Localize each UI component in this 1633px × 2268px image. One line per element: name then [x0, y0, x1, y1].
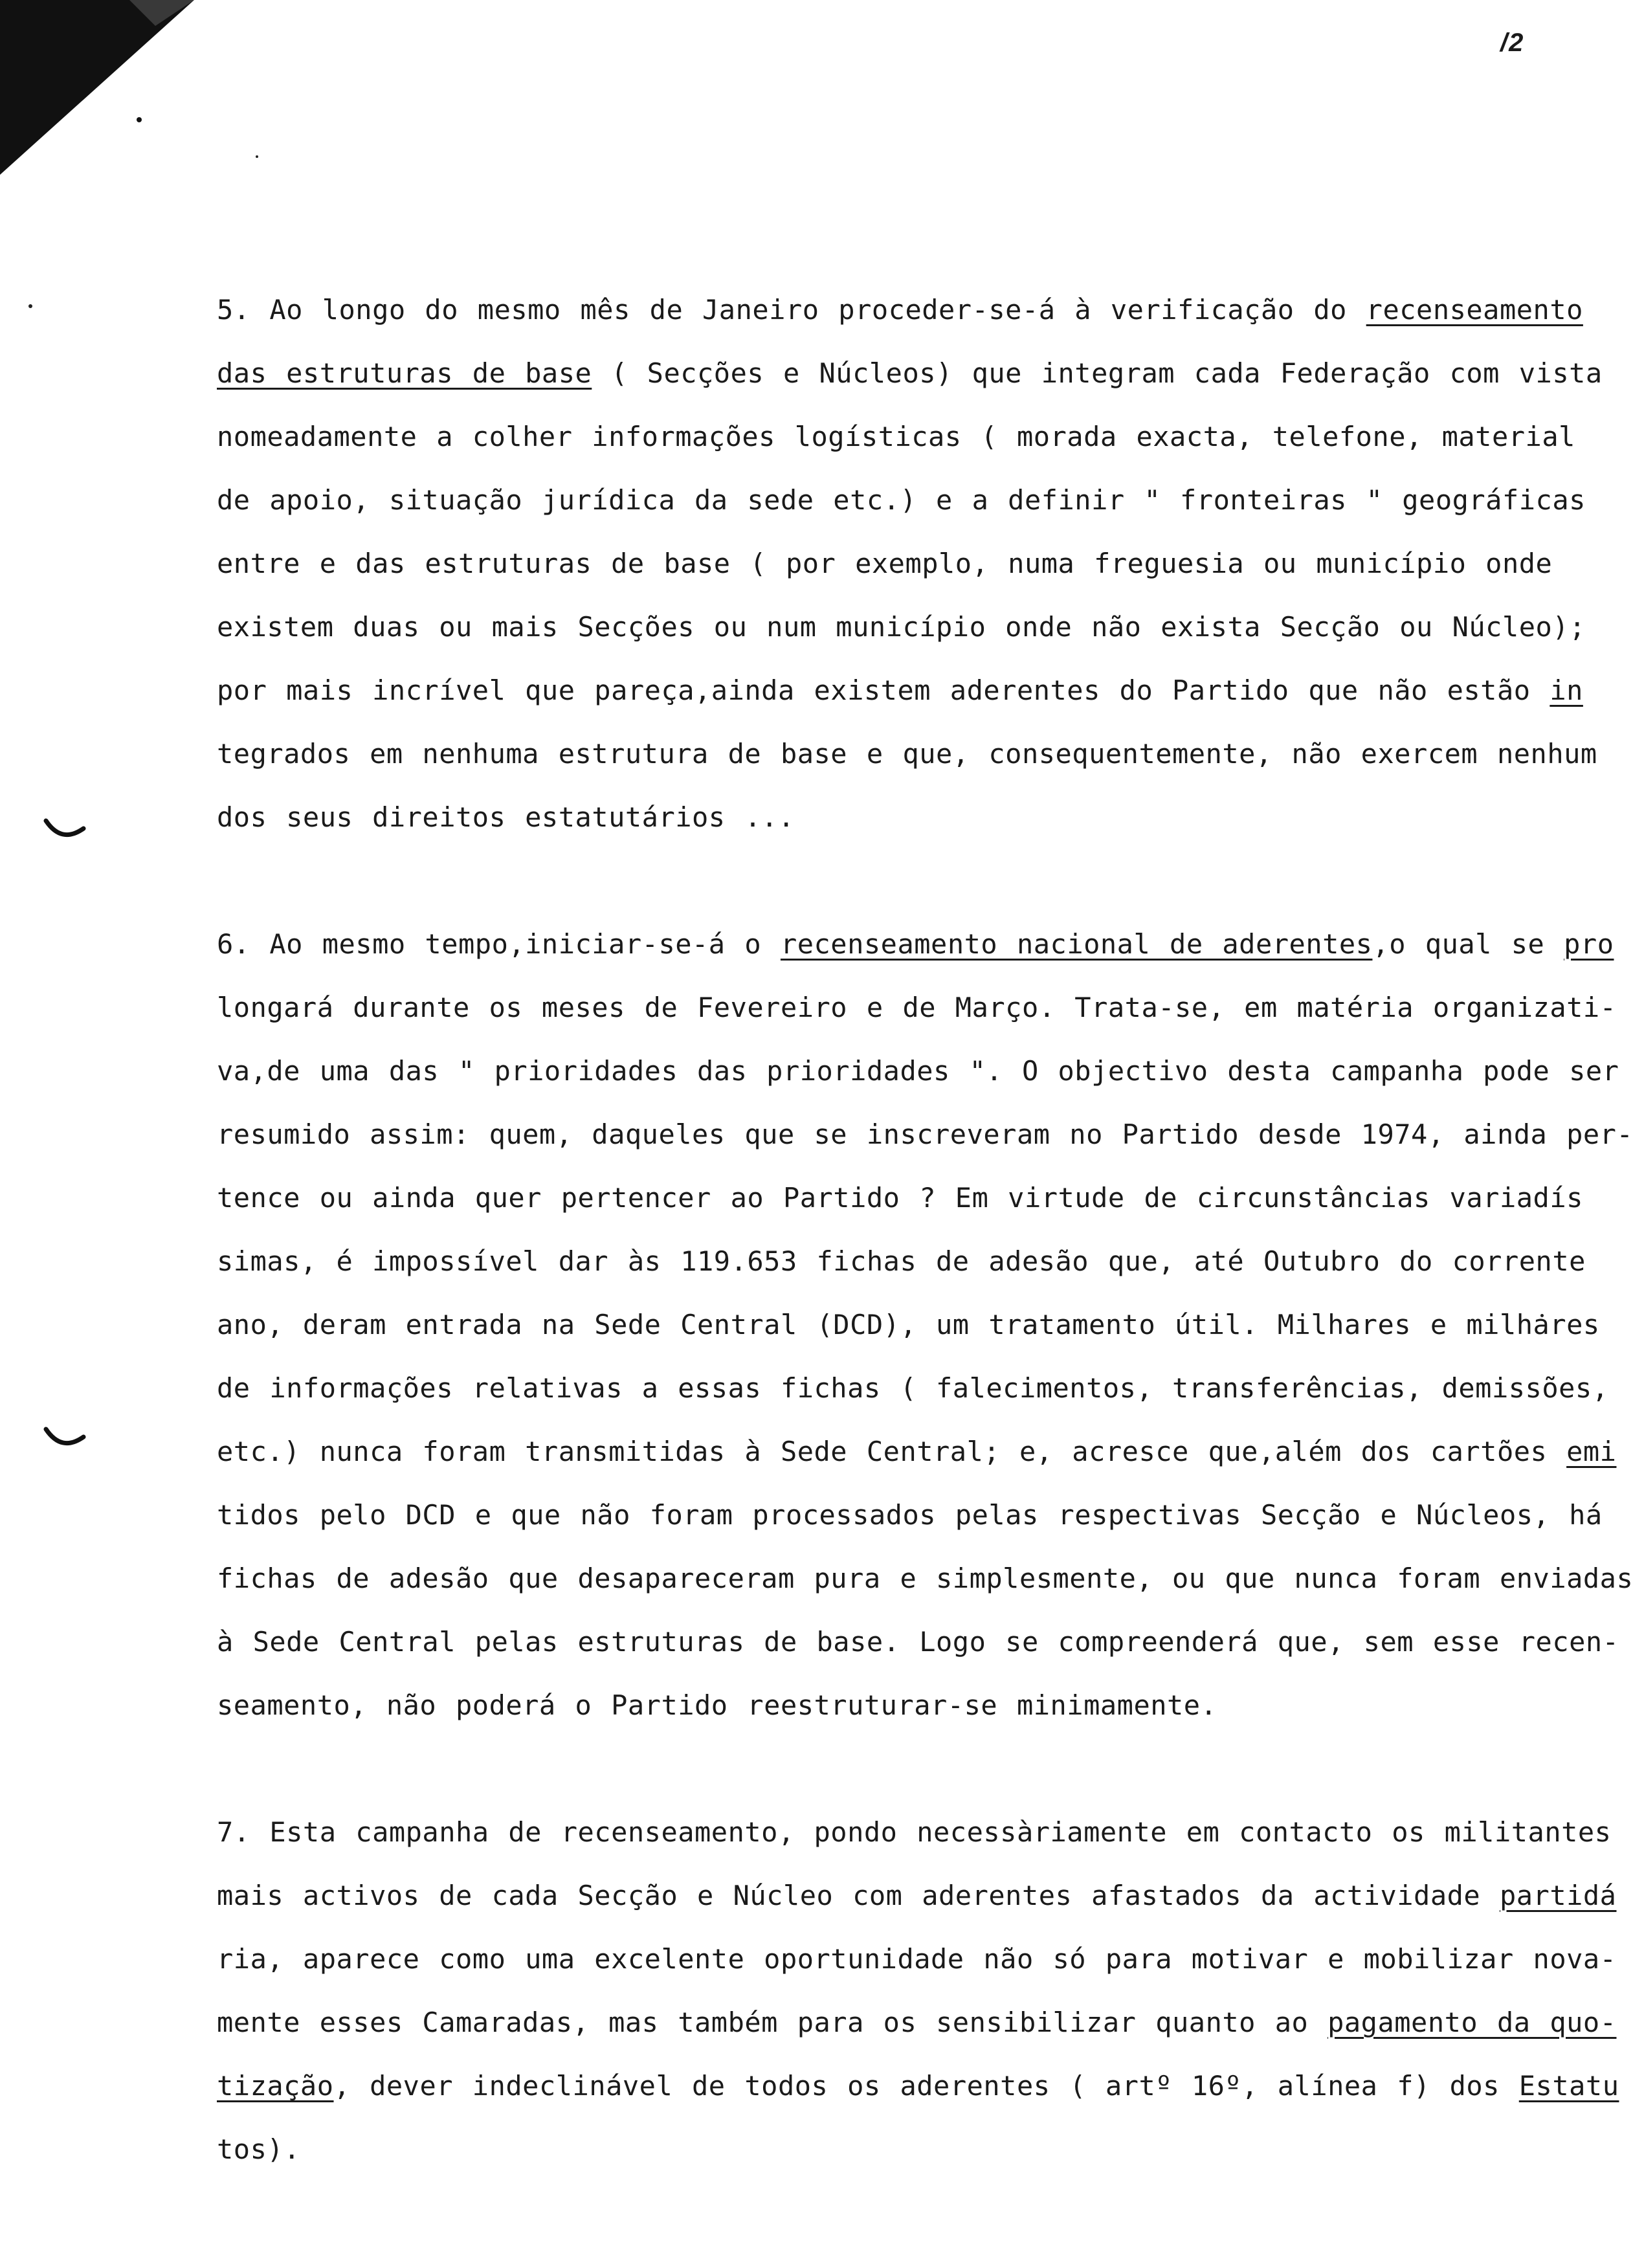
text-segment: longará durante os meses de Fevereiro e de Março. Trata-se, em matéria organizati-: [217, 992, 1617, 1023]
text-line: [217, 1166, 1583, 1230]
text-segment: de informações relativas a essas fichas ( falecimentos, transferências, demissões,: [217, 1372, 1609, 1404]
underlined-text: tização: [217, 2070, 334, 2102]
text-line: [217, 532, 1553, 595]
text-line: [217, 976, 1617, 1040]
text-segment: etc.) nunca foram transmitidas à Sede Central; e, acresce que,além dos cartões: [217, 1436, 1567, 1467]
paragraph: [217, 1801, 1619, 2181]
document-body: [217, 278, 1633, 2245]
text-segment: seamento, não poderá o Partido reestruturar-se minimamente.: [217, 1689, 1217, 1721]
text-line: [217, 1547, 1633, 1610]
text-segment: fichas de adesão que desapareceram pura e simplesmente, ou que nunca foram enviadas: [217, 1562, 1633, 1594]
text-segment: tidos pelo DCD e que não foram processados pelas respectivas Secção e Núcleos, há: [217, 1499, 1603, 1531]
stray-dot: [256, 155, 258, 158]
underlined-text: Estatu: [1518, 2070, 1619, 2102]
text-line: [217, 405, 1575, 469]
underlined-text: recenseamento nacional de aderentes: [780, 928, 1373, 960]
text-segment: 5. Ao longo do mesmo mês de Janeiro proceder-se-á à verificação do: [217, 294, 1366, 326]
text-line: [217, 1420, 1617, 1484]
text-segment: ano, deram entrada na Sede Central (DCD), um tratamento útil. Milhares e milhares: [217, 1309, 1600, 1340]
underlined-text: pro: [1564, 928, 1614, 960]
text-segment: ria, aparece como uma excelente oportunidade não só para motivar e mobilizar nova-: [217, 1943, 1617, 1975]
underlined-text: emi: [1566, 1436, 1617, 1467]
text-line: [217, 722, 1597, 786]
text-segment: 7. Esta campanha de recenseamento, pondo necessàriamente em contacto os militantes: [217, 1816, 1612, 1848]
text-line: [217, 342, 1603, 405]
text-line: [217, 1801, 1612, 1864]
underlined-text: in: [1550, 674, 1583, 706]
underlined-text: pagamento da quo-: [1328, 2007, 1617, 2038]
text-line: [217, 1928, 1617, 1991]
text-line: [217, 1864, 1617, 1928]
text-line: [217, 2054, 1619, 2118]
text-segment: , dever indeclinável de todos os aderentes ( artº 16º, alínea f) dos: [333, 2070, 1519, 2102]
text-line: [217, 786, 1550, 849]
text-segment: mente esses Camaradas, mas também para os sensibilizar quanto ao: [217, 2007, 1328, 2038]
corner-scan-shadow: [0, 0, 194, 181]
text-segment: resumido assim: quem, daqueles que se inscreveram no Partido desde 1974, ainda per-: [217, 1118, 1633, 1150]
text-line: [217, 1357, 1609, 1420]
text-segment: tegrados em nenhuma estrutura de base e que, consequentemente, não exercem nenhum: [217, 738, 1597, 770]
page-number: /2: [1500, 28, 1525, 57]
text-segment: existem duas ou mais Secções ou num município onde não exista Secção ou Núcleo);: [217, 611, 1586, 643]
paragraph: [217, 913, 1633, 1737]
text-line: [217, 2118, 1550, 2181]
underlined-text: partidá: [1499, 1880, 1617, 1911]
text-line: [217, 1293, 1600, 1357]
text-line: [217, 1040, 1619, 1103]
text-line: [217, 1674, 1550, 1737]
stray-dot: [28, 304, 32, 308]
text-segment: mais activos de cada Secção e Núcleo com aderentes afastados da actividade: [217, 1880, 1500, 1911]
text-segment: 6. Ao mesmo tempo,iniciar-se-á o: [217, 928, 781, 960]
text-line: [217, 659, 1583, 722]
text-segment: va,de uma das " prioridades das prioridades ". O objectivo desta campanha pode ser: [217, 1055, 1619, 1087]
text-segment: nomeadamente a colher informações logísticas ( morada exacta, telefone, material: [217, 421, 1575, 452]
underlined-text: recenseamento: [1366, 294, 1583, 326]
punch-mark: [42, 1424, 87, 1456]
text-segment: tos).: [217, 2133, 300, 2165]
text-line: [217, 1230, 1586, 1293]
text-line: [217, 1103, 1633, 1166]
text-segment: entre e das estruturas de base ( por exemplo, numa freguesia ou município onde: [217, 548, 1553, 579]
text-segment: tence ou ainda quer pertencer ao Partido ? Em virtude de circunstâncias variadís: [217, 1182, 1583, 1214]
text-line: [217, 1610, 1619, 1674]
underlined-text: das estruturas de base: [217, 357, 592, 389]
text-line: [217, 278, 1583, 342]
punch-mark: [42, 816, 87, 848]
text-segment: ,o qual se: [1372, 928, 1564, 960]
text-line: [217, 913, 1614, 976]
text-line: [217, 595, 1586, 659]
paragraph: [217, 278, 1603, 849]
text-segment: simas, é impossível dar às 119.653 fichas de adesão que, até Outubro do corrente: [217, 1245, 1586, 1277]
text-segment: dos seus direitos estatutários ...: [217, 801, 795, 833]
text-line: [217, 469, 1586, 532]
text-segment: de apoio, situação jurídica da sede etc.) e a definir " fronteiras " geográficas: [217, 484, 1586, 516]
text-segment: por mais incrível que pareça,ainda existem aderentes do Partido que não estão: [217, 674, 1550, 706]
text-segment: ( Secções e Núcleos) que integram cada Federação com vista: [592, 357, 1603, 389]
text-segment: à Sede Central pelas estruturas de base. Logo se compreenderá que, sem esse recen-: [217, 1626, 1619, 1658]
text-line: [217, 1991, 1617, 2054]
text-line: [217, 1484, 1603, 1547]
